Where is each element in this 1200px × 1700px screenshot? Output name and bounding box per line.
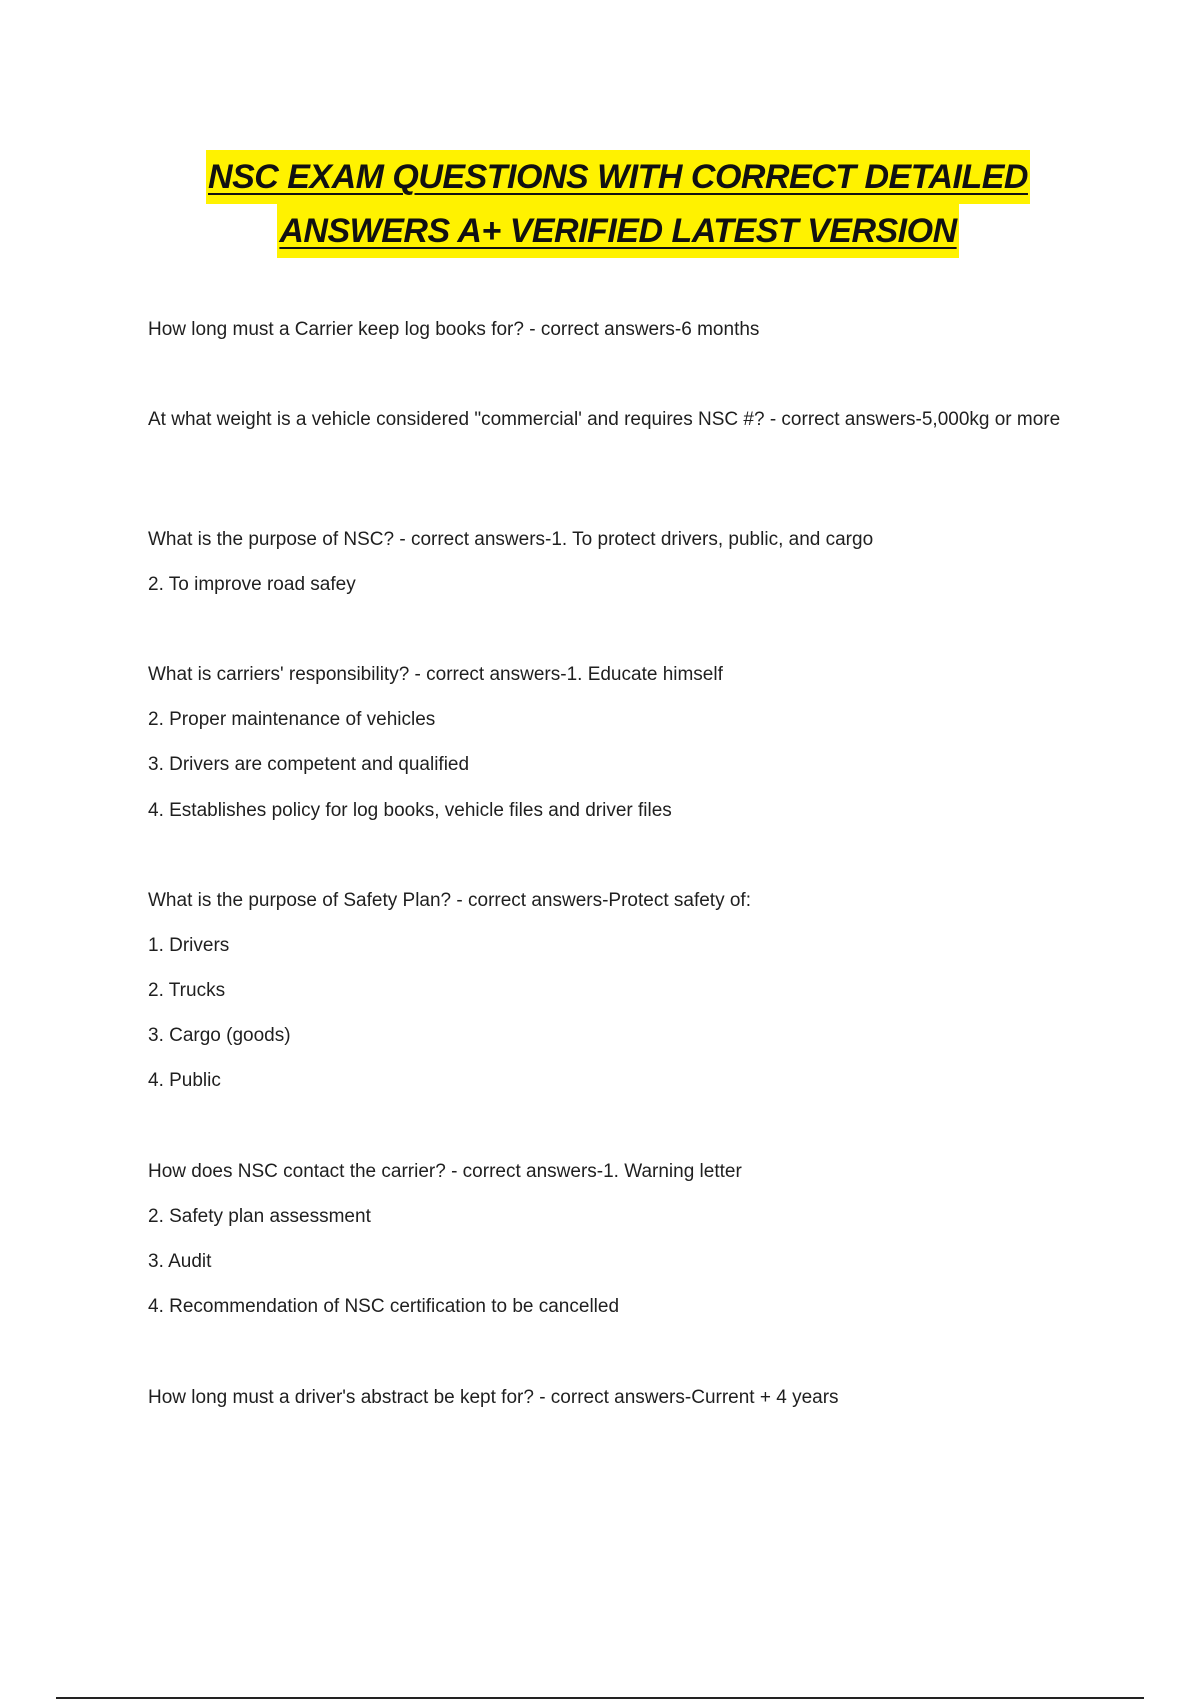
question-6-item-1: 2. Safety plan assessment xyxy=(148,1206,371,1227)
bottom-rule xyxy=(56,1697,1144,1699)
question-4-item-2: 3. Drivers are competent and qualified xyxy=(148,754,470,775)
question-7: How long must a driver's abstract be kept for? - correct answers-Current + 4 years xyxy=(148,1387,839,1408)
title-line-2: ANSWERS A+ VERIFIED LATEST VERSION xyxy=(277,204,958,258)
question-5-item-2: 2. Trucks xyxy=(148,980,226,1001)
question-4: What is carriers' responsibility? - correct answers-1. Educate himself xyxy=(148,664,723,685)
question-5-item-4: 4. Public xyxy=(148,1070,221,1091)
question-5: What is the purpose of Safety Plan? - correct answers-Protect safety of: xyxy=(148,890,751,911)
question-3-item-1: 2. To improve road safey xyxy=(148,574,356,595)
question-5-item-1: 1. Drivers xyxy=(148,935,230,956)
title-line-1: NSC EXAM QUESTIONS WITH CORRECT DETAILED xyxy=(206,150,1030,204)
question-6: How does NSC contact the carrier? - correct answers-1. Warning letter xyxy=(148,1161,742,1182)
question-6-item-2: 3. Audit xyxy=(148,1251,212,1272)
question-4-item-1: 2. Proper maintenance of vehicles xyxy=(148,709,436,730)
question-3: What is the purpose of NSC? - correct answers-1. To protect drivers, public, and cargo xyxy=(148,529,874,550)
question-6-item-3: 4. Recommendation of NSC certification to be cancelled xyxy=(148,1296,620,1317)
question-4-item-3: 4. Establishes policy for log books, vehicle files and driver files xyxy=(148,800,672,821)
question-2: At what weight is a vehicle considered "commercial' and requires NSC #? - correct answers-5,000kg or more xyxy=(148,409,1061,430)
question-5-item-3: 3. Cargo (goods) xyxy=(148,1025,291,1046)
question-1: How long must a Carrier keep log books for? - correct answers-6 months xyxy=(148,319,760,340)
document-title xyxy=(0,150,1200,258)
